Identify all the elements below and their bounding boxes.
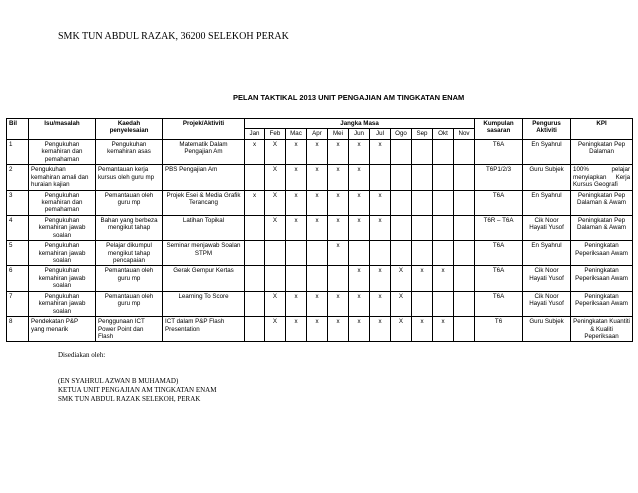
cell-month-mark: x (286, 317, 307, 342)
month-header: Sep (412, 129, 433, 139)
cell-month-mark (454, 190, 475, 215)
cell-month-mark: x (349, 317, 370, 342)
cell-isu: Pengukuhan kemahiran jawab soalan (29, 266, 96, 291)
cell-pengurus: En Syahrul (523, 190, 571, 215)
cell-month-mark (245, 165, 265, 190)
signatory-name: (EN SYAHRUL AZWAN B MUHAMAD) (58, 377, 179, 385)
cell-month-mark (245, 241, 265, 266)
cell-month-mark (307, 241, 328, 266)
cell-pengurus: Cik Noor Hayati Yusof (523, 266, 571, 291)
cell-month-mark (245, 215, 265, 240)
cell-month-mark: x (433, 317, 454, 342)
cell-month-mark: x (328, 291, 349, 316)
cell-month-mark: x (286, 139, 307, 164)
cell-kumpulan: T6A (475, 241, 523, 266)
cell-month-mark: x (349, 190, 370, 215)
month-header: Nov (454, 129, 475, 139)
cell-kpi: Peningkatan Peperiksaan Awam (571, 291, 633, 316)
cell-month-mark (286, 241, 307, 266)
cell-month-mark (307, 266, 328, 291)
month-header: Apr (307, 129, 328, 139)
cell-month-mark: x (433, 266, 454, 291)
cell-month-mark (391, 241, 412, 266)
cell-month-mark (265, 266, 286, 291)
table-row (7, 190, 633, 215)
cell-month-mark: X (265, 291, 286, 316)
cell-month-mark (433, 241, 454, 266)
tactical-plan-table (6, 118, 633, 342)
cell-kaedah: Penggunaan ICT Power Point dan Flash (96, 317, 163, 342)
cell-isu: Pengukuhan kemahiran amali dan huraian kajian (29, 165, 96, 190)
cell-projek: Gerak Gempur Kertas (163, 266, 245, 291)
cell-month-mark: x (245, 139, 265, 164)
cell-month-mark: x (307, 165, 328, 190)
cell-kumpulan: T6A (475, 291, 523, 316)
table-row (7, 241, 633, 266)
cell-month-mark: X (265, 165, 286, 190)
month-header: Mac (286, 129, 307, 139)
table-row (7, 139, 633, 164)
cell-month-mark: X (391, 266, 412, 291)
month-header: Ogo (391, 129, 412, 139)
cell-kumpulan: T6A (475, 190, 523, 215)
cell-kumpulan: T6A (475, 139, 523, 164)
cell-pengurus: En Syahrul (523, 139, 571, 164)
cell-projek: Matematik Dalam Pengajian Am (163, 139, 245, 164)
cell-month-mark: x (328, 215, 349, 240)
cell-month-mark: x (349, 291, 370, 316)
cell-month-mark: x (307, 139, 328, 164)
cell-pengurus: Guru Subjek (523, 165, 571, 190)
signatory-role: KETUA UNIT PENGAJIAN AM TINGKATAN ENAM (58, 385, 217, 394)
cell-month-mark (454, 241, 475, 266)
cell-month-mark (245, 266, 265, 291)
cell-month-mark (412, 291, 433, 316)
cell-month-mark (433, 190, 454, 215)
signatory-block (58, 377, 216, 403)
cell-month-mark (391, 190, 412, 215)
cell-month-mark: X (265, 317, 286, 342)
cell-kpi: Peningkatan Pep Dalaman (571, 139, 633, 164)
cell-kpi: 100% pelajar menyiapkan Kerja Kursus Geografi (571, 165, 633, 190)
cell-month-mark: x (307, 215, 328, 240)
cell-month-mark: X (265, 190, 286, 215)
cell-month-mark (286, 266, 307, 291)
cell-bil: 7 (7, 291, 29, 316)
cell-month-mark: x (328, 241, 349, 266)
cell-kumpulan: T6P1/2/3 (475, 165, 523, 190)
cell-month-mark: x (349, 165, 370, 190)
cell-month-mark (454, 139, 475, 164)
cell-month-mark: x (349, 266, 370, 291)
cell-month-mark (391, 215, 412, 240)
cell-kpi: Peningkatan Peperiksaan Awam (571, 241, 633, 266)
cell-month-mark (412, 139, 433, 164)
header-bil: Bil (7, 119, 29, 140)
table-row (7, 317, 633, 342)
signatory-school: SMK TUN ABDUL RAZAK SELEKOH, PERAK (58, 394, 201, 403)
cell-month-mark: x (370, 139, 391, 164)
cell-month-mark (265, 241, 286, 266)
cell-month-mark: x (412, 317, 433, 342)
cell-kaedah: Bahan yang berbeza mengikut tahap (96, 215, 163, 240)
cell-bil: 6 (7, 266, 29, 291)
cell-month-mark: x (370, 215, 391, 240)
header-isu: Isu/masalah (29, 119, 96, 140)
cell-month-mark: x (412, 266, 433, 291)
table-row (7, 291, 633, 316)
cell-month-mark (412, 241, 433, 266)
cell-kaedah: Pemantauan kerja kursus oleh guru mp (96, 165, 163, 190)
cell-month-mark (454, 215, 475, 240)
cell-month-mark: X (265, 215, 286, 240)
cell-month-mark: x (245, 190, 265, 215)
cell-month-mark: x (307, 317, 328, 342)
cell-projek: Seminar menjawab Soalan STPM (163, 241, 245, 266)
month-header: Jun (349, 129, 370, 139)
cell-month-mark: x (286, 215, 307, 240)
cell-pengurus: En Syahrul (523, 241, 571, 266)
cell-isu: Pengukuhan kemahiran dan pemahaman (29, 139, 96, 164)
cell-kpi: Peningkatan Pep Dalaman & Awam (571, 190, 633, 215)
header-kaedah: Kaedah penyelesaian (96, 119, 163, 140)
cell-month-mark (391, 139, 412, 164)
cell-month-mark: x (328, 139, 349, 164)
cell-month-mark (454, 317, 475, 342)
cell-bil: 5 (7, 241, 29, 266)
month-header: Feb (265, 129, 286, 139)
cell-month-mark (433, 165, 454, 190)
cell-kpi: Peningkatan Peperiksaan Awam (571, 266, 633, 291)
cell-isu: Pendekatan P&P yang menarik (29, 317, 96, 342)
cell-kumpulan: T6 (475, 317, 523, 342)
cell-kumpulan: T6A (475, 266, 523, 291)
cell-month-mark: x (286, 291, 307, 316)
cell-projek: Projek Esei & Media Grafik Terancang (163, 190, 245, 215)
cell-kpi: Peningkatan Kuantiti & Kualiti Peperiksaan (571, 317, 633, 342)
month-header: Jan (245, 129, 265, 139)
cell-pengurus: Guru Subjek (523, 317, 571, 342)
cell-month-mark (433, 291, 454, 316)
cell-month-mark: x (370, 266, 391, 291)
header-pengurus: Pengurus Aktiviti (523, 119, 571, 140)
prepared-by-label: Disediakan oleh: (58, 351, 106, 359)
month-header: Okt (433, 129, 454, 139)
cell-month-mark (454, 266, 475, 291)
cell-bil: 1 (7, 139, 29, 164)
cell-kpi: Peningkatan Pep Dalaman & Awam (571, 215, 633, 240)
cell-isu: Pengukuhan kemahiran dan pemahaman (29, 190, 96, 215)
cell-bil: 4 (7, 215, 29, 240)
header-projek: Projek/Aktiviti (163, 119, 245, 140)
cell-month-mark (245, 317, 265, 342)
school-name: SMK TUN ABDUL RAZAK, 36200 SELEKOH PERAK (58, 31, 289, 42)
cell-month-mark (245, 291, 265, 316)
cell-month-mark: x (328, 190, 349, 215)
cell-projek: Learning To Score (163, 291, 245, 316)
cell-month-mark: x (286, 165, 307, 190)
month-header: Jul (370, 129, 391, 139)
cell-month-mark: x (370, 291, 391, 316)
cell-projek: ICT dalam P&P Flash Presentation (163, 317, 245, 342)
cell-isu: Pengukuhan kemahiran jawab soalan (29, 291, 96, 316)
cell-month-mark: x (286, 190, 307, 215)
cell-month-mark: x (370, 317, 391, 342)
cell-month-mark: x (307, 190, 328, 215)
header-kumpulan: Kumpulan sasaran (475, 119, 523, 140)
cell-month-mark: x (328, 165, 349, 190)
cell-bil: 8 (7, 317, 29, 342)
cell-month-mark (370, 165, 391, 190)
cell-month-mark (454, 165, 475, 190)
cell-month-mark (412, 165, 433, 190)
cell-isu: Pengukuhan kemahiran jawab soalan (29, 241, 96, 266)
cell-month-mark (412, 190, 433, 215)
cell-month-mark (391, 165, 412, 190)
table-row (7, 165, 633, 190)
cell-pengurus: Cik Noor Hayati Yusof (523, 215, 571, 240)
cell-month-mark (349, 241, 370, 266)
cell-month-mark (412, 215, 433, 240)
cell-kaedah: Pemantauan oleh guru mp (96, 266, 163, 291)
header-row (7, 119, 633, 129)
cell-bil: 2 (7, 165, 29, 190)
cell-isu: Pengukuhan kemahiran jawab soalan (29, 215, 96, 240)
cell-kumpulan: T6R – T6A (475, 215, 523, 240)
cell-month-mark: x (328, 317, 349, 342)
cell-projek: Latihan Topikal (163, 215, 245, 240)
header-jangka-masa: Jangka Masa (245, 119, 475, 129)
cell-month-mark (433, 139, 454, 164)
table-row (7, 266, 633, 291)
cell-month-mark: X (265, 139, 286, 164)
plan-rows (7, 139, 633, 342)
cell-kaedah: Pengukuhan kemahiran asas (96, 139, 163, 164)
cell-kaedah: Pemantauan oleh guru mp (96, 190, 163, 215)
cell-kaedah: Pemantauan oleh guru mp (96, 291, 163, 316)
header-kpi: KPI (571, 119, 633, 140)
cell-month-mark: X (391, 317, 412, 342)
cell-month-mark (454, 291, 475, 316)
cell-month-mark: X (391, 291, 412, 316)
document-title: PELAN TAKTIKAL 2013 UNIT PENGAJIAN AM TINGKATAN ENAM (233, 93, 465, 102)
cell-month-mark: x (349, 215, 370, 240)
cell-month-mark (433, 215, 454, 240)
cell-bil: 3 (7, 190, 29, 215)
table-row (7, 215, 633, 240)
cell-projek: PBS Pengajian Am (163, 165, 245, 190)
cell-month-mark (370, 241, 391, 266)
cell-month-mark: x (370, 190, 391, 215)
month-header: Mei (328, 129, 349, 139)
cell-month-mark: x (307, 291, 328, 316)
cell-month-mark: x (349, 139, 370, 164)
cell-kaedah: Pelajar dikumpul mengikut tahap pencapaian (96, 241, 163, 266)
cell-pengurus: Cik Noor Hayati Yusof (523, 291, 571, 316)
cell-month-mark (328, 266, 349, 291)
